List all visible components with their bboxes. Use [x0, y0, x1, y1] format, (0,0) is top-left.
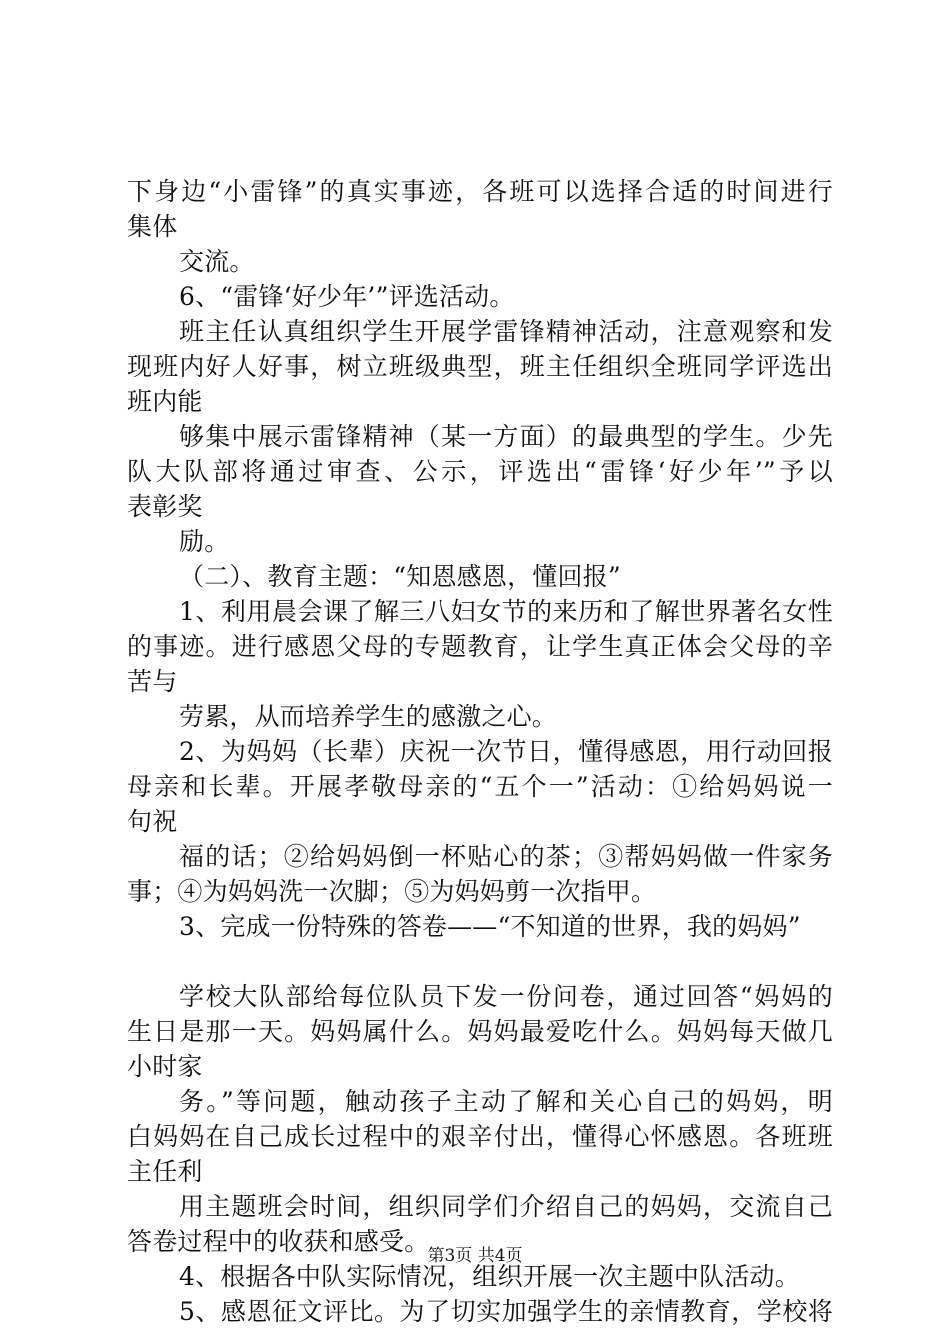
text-line: 白妈妈在自己成长过程中的艰辛付出，懂得心怀感恩。各班班	[127, 1122, 833, 1151]
text-line: 1、利用晨会课了解三八妇女节的来历和了解世界著名女性	[179, 597, 833, 626]
text-line: 4、根据各中队实际情况，组织开展一次主题中队活动。	[179, 1262, 800, 1291]
text-line: 的事迹。进行感恩父母的专题教育，让学生真正体会父母的辛	[127, 632, 833, 661]
text-line: 答卷过程中的收获和感受。	[127, 1227, 430, 1256]
text-line: 用主题班会时间，组织同学们介绍自己的妈妈，交流自己	[179, 1192, 833, 1221]
text-line: 5、感恩征文评比。为了切实加强学生的亲情教育，学校将	[179, 1297, 833, 1326]
text-line: 现班内好人好事，树立班级典型，班主任组织全班同学评选出	[127, 352, 833, 381]
text-line: 3、完成一份特殊的答卷——“不知道的世界，我的妈妈”	[179, 912, 801, 941]
text-line: 学校大队部给每位队员下发一份问卷，通过回答“妈妈的	[179, 982, 833, 1011]
text-line: 事；④为妈妈洗一次脚；⑤为妈妈剪一次指甲。	[127, 877, 657, 906]
text-line: 励。	[179, 527, 230, 556]
text-line: 交流。	[179, 247, 255, 276]
text-line: 表彰奖	[127, 492, 203, 521]
text-line: 班主任认真组织学生开展学雷锋精神活动，注意观察和发	[179, 317, 833, 346]
text-line: 队大队部将通过审查、公示，评选出“雷锋‘好少年’”予以	[127, 457, 833, 486]
text-line: 小时家	[127, 1052, 203, 1081]
text-line: 主任利	[127, 1157, 203, 1186]
text-line: 集体	[127, 212, 178, 241]
text-line: 班内能	[127, 387, 203, 416]
text-line: 下身边“小雷锋”的真实事迹，各班可以选择合适的时间进行	[127, 177, 833, 206]
text-line: 够集中展示雷锋精神（某一方面）的最典型的学生。少先	[179, 422, 833, 451]
text-line: 福的话；②给妈妈倒一杯贴心的茶；③帮妈妈做一件家务	[179, 842, 833, 871]
text-line: 2、为妈妈（长辈）庆祝一次节日，懂得感恩，用行动回报	[179, 737, 833, 766]
text-line: 母亲和长辈。开展孝敬母亲的“五个一”活动：①给妈妈说一	[127, 772, 833, 801]
section-heading: （二）、教育主题：“知恩感恩，懂回报”	[179, 562, 621, 591]
text-line: 苦与	[127, 667, 178, 696]
blank-line	[127, 944, 833, 979]
text-line: 6、“雷锋‘好少年’”评选活动。	[179, 282, 515, 311]
text-line: 务。”等问题，触动孩子主动了解和关心自己的妈妈，明	[179, 1087, 833, 1116]
page-number-footer: 第3页 共4页	[427, 1246, 523, 1266]
text-line: 劳累，从而培养学生的感激之心。	[179, 702, 558, 731]
text-line: 生日是那一天。妈妈属什么。妈妈最爱吃什么。妈妈每天做几	[127, 1017, 833, 1046]
text-line: 句祝	[127, 807, 178, 836]
document-body	[127, 174, 833, 1329]
